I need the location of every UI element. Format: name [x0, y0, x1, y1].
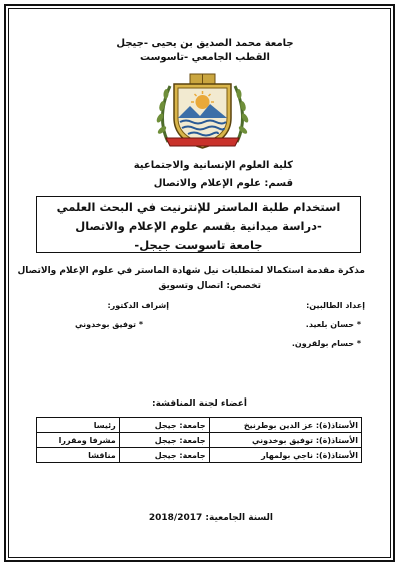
- jury-member-role: رئيسا: [37, 418, 120, 433]
- jury-member-university: جامعة: جيجل: [119, 433, 209, 448]
- jury-member-name: الأستاذ(ة): ناجي بولمهار: [209, 448, 361, 463]
- jury-member-university: جامعة: جيجل: [119, 448, 209, 463]
- department-name: قسم: علوم الإعلام والاتصال: [153, 178, 293, 189]
- table-row: [37, 433, 362, 448]
- academic-year: السنة الجامعية: 2018/2017: [148, 513, 273, 523]
- student-name-2: * حسام بولقرون.: [291, 339, 361, 348]
- thesis-title-line-2: -دراسة ميدانية بقسم علوم الإعلام والاتصال: [75, 219, 322, 233]
- jury-table: [36, 417, 362, 463]
- thesis-title-line-1: استخدام طلبة الماستر للإنترنيت في البحث العلمي: [56, 200, 341, 214]
- supervisor-name: * توفيق بوخدوني: [75, 320, 143, 329]
- jury-member-role: مشرفا ومقررا: [37, 433, 120, 448]
- jury-member-name: الأستاذ(ة): توفيق بوخدوني: [209, 433, 361, 448]
- student-name-1: * حسان بلعيد.: [305, 320, 361, 329]
- students-label: إعداد الطالبين:: [306, 301, 365, 310]
- jury-member-university: جامعة: جيجل: [119, 418, 209, 433]
- specialty: تخصص: اتصال وتسويق: [158, 281, 261, 291]
- university-emblem-icon: [150, 72, 255, 150]
- table-row: [37, 448, 362, 463]
- jury-label: أعضاء لجنة المناقشة:: [151, 399, 247, 409]
- thesis-title-box: [36, 196, 361, 253]
- faculty-name: كلية العلوم الإنسانية والاجتماعية: [133, 160, 293, 171]
- thesis-title-line-3: جامعة تاسوست جيجل-: [134, 238, 263, 252]
- supervisor-label: إشراف الدكتور:: [107, 301, 169, 310]
- table-row: [37, 418, 362, 433]
- university-pole: القطب الجامعي -تاسوست: [140, 52, 270, 63]
- university-name: جامعة محمد الصديق بن يحيى -جيجل: [116, 38, 294, 49]
- jury-member-role: مناقشا: [37, 448, 120, 463]
- jury-member-name: الأستاذ(ة): عز الدين بوطرنيخ: [209, 418, 361, 433]
- memo-description: مذكرة مقدمة استكمالا لمتطلبات نيل شهادة الماستر في علوم الإعلام والاتصال: [17, 266, 365, 276]
